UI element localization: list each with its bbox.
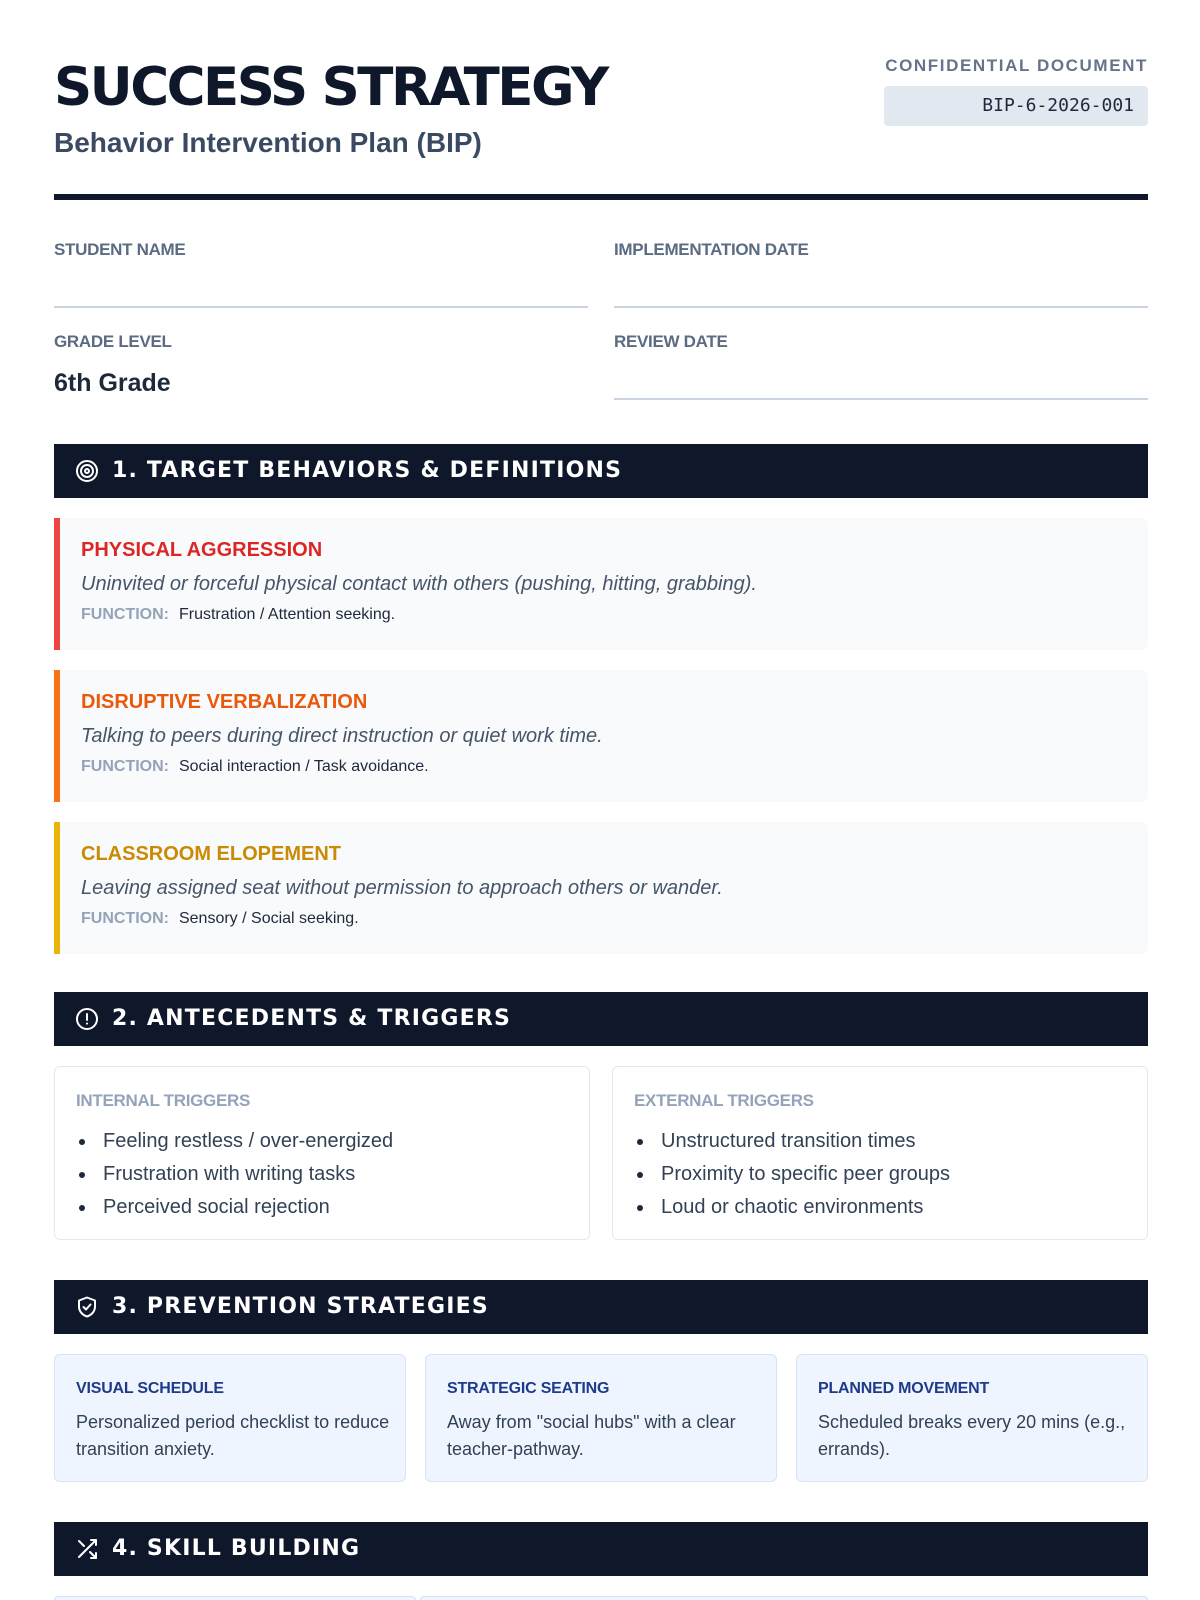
list-item: Loud or chaotic environments xyxy=(634,1191,950,1224)
shield-check-icon xyxy=(74,1294,100,1320)
student-name-underline xyxy=(54,306,588,308)
section-title: 3. PREVENTION STRATEGIES xyxy=(112,1294,489,1319)
internal-triggers-label: INTERNAL TRIGGERS xyxy=(76,1091,251,1110)
implementation-date-field[interactable] xyxy=(614,240,1148,326)
internal-triggers-box xyxy=(54,1066,590,1240)
prevention-title: PLANNED MOVEMENT xyxy=(818,1380,990,1397)
prevention-description: Personalized period checklist to reduce transition anxiety. xyxy=(76,1412,390,1459)
behavior-title: DISRUPTIVE VERBALIZATION xyxy=(81,691,368,713)
external-triggers-label: EXTERNAL TRIGGERS xyxy=(634,1091,814,1110)
skill-card-edge xyxy=(420,1596,1148,1600)
section-prevention xyxy=(54,1280,1148,1334)
external-triggers-box xyxy=(612,1066,1148,1240)
behavior-card xyxy=(54,518,1148,650)
grade-level-label: GRADE LEVEL xyxy=(54,332,172,351)
review-date-field[interactable] xyxy=(614,332,1148,418)
list-item: Perceived social rejection xyxy=(76,1191,393,1224)
shuffle-icon xyxy=(74,1536,100,1562)
header-divider xyxy=(54,194,1148,200)
behavior-definition: Talking to peers during direct instruction or quiet work time. xyxy=(81,725,603,747)
confidential-block xyxy=(884,56,1148,126)
behavior-color-bar xyxy=(54,518,60,650)
student-name-field[interactable] xyxy=(54,240,588,326)
prevention-card xyxy=(796,1354,1148,1482)
implementation-date-underline xyxy=(614,306,1148,308)
behavior-function xyxy=(81,909,359,929)
section-skill-building xyxy=(54,1522,1148,1576)
section-title: 1. TARGET BEHAVIORS & DEFINITIONS xyxy=(112,458,623,483)
behavior-color-bar xyxy=(54,822,60,954)
bip-document xyxy=(54,0,1148,1600)
prevention-title: VISUAL SCHEDULE xyxy=(76,1380,224,1397)
confidential-label: CONFIDENTIAL DOCUMENT xyxy=(885,56,1148,75)
prevention-title: STRATEGIC SEATING xyxy=(447,1380,610,1397)
prevention-card xyxy=(425,1354,777,1482)
student-name-label: STUDENT NAME xyxy=(54,240,186,259)
page-title: SUCCESS STRATEGY xyxy=(54,57,607,118)
list-item: Unstructured transition times xyxy=(634,1125,950,1158)
list-item: Frustration with writing tasks xyxy=(76,1158,393,1191)
behavior-color-bar xyxy=(54,670,60,802)
function-value: Frustration / Attention seeking. xyxy=(178,606,396,623)
behavior-card xyxy=(54,670,1148,802)
behavior-function xyxy=(81,757,429,777)
function-label: FUNCTION: xyxy=(81,910,169,927)
function-value: Social interaction / Task avoidance. xyxy=(178,758,429,775)
list-item: Proximity to specific peer groups xyxy=(634,1158,950,1191)
section-target-behaviors xyxy=(54,444,1148,498)
review-date-label: REVIEW DATE xyxy=(614,332,728,351)
prevention-card xyxy=(54,1354,406,1482)
behavior-definition: Leaving assigned seat without permission to approach others or wander. xyxy=(81,877,723,899)
implementation-date-label: IMPLEMENTATION DATE xyxy=(614,240,809,259)
behavior-card xyxy=(54,822,1148,954)
section-title: 4. SKILL BUILDING xyxy=(112,1536,361,1561)
document-id-badge: BIP-6-2026-001 xyxy=(884,86,1148,126)
review-date-underline xyxy=(614,398,1148,400)
function-value: Sensory / Social seeking. xyxy=(178,910,359,927)
section-title: 2. ANTECEDENTS & TRIGGERS xyxy=(112,1006,512,1031)
grade-level-value[interactable]: 6th Grade xyxy=(54,369,171,397)
behavior-function xyxy=(81,605,395,625)
prevention-description: Scheduled breaks every 20 mins (e.g., errands). xyxy=(818,1412,1126,1459)
function-label: FUNCTION: xyxy=(81,758,169,775)
document-header xyxy=(54,56,1148,200)
function-label: FUNCTION: xyxy=(81,606,169,623)
behavior-title: PHYSICAL AGGRESSION xyxy=(81,539,323,561)
target-icon xyxy=(74,458,100,484)
internal-triggers-list xyxy=(76,1125,393,1224)
behavior-definition: Uninvited or forceful physical contact with others (pushing, hitting, grabbing). xyxy=(81,573,757,595)
prevention-description: Away from "social hubs" with a clear teacher-pathway. xyxy=(447,1412,736,1459)
skill-card-edge xyxy=(54,1596,416,1600)
external-triggers-list xyxy=(634,1125,950,1224)
alert-circle-icon xyxy=(74,1006,100,1032)
list-item: Feeling restless / over-energized xyxy=(76,1125,393,1158)
section-antecedents xyxy=(54,992,1148,1046)
page-subtitle: Behavior Intervention Plan (BIP) xyxy=(54,127,482,158)
grade-level-field[interactable] xyxy=(54,332,588,418)
behavior-title: CLASSROOM ELOPEMENT xyxy=(81,843,342,865)
